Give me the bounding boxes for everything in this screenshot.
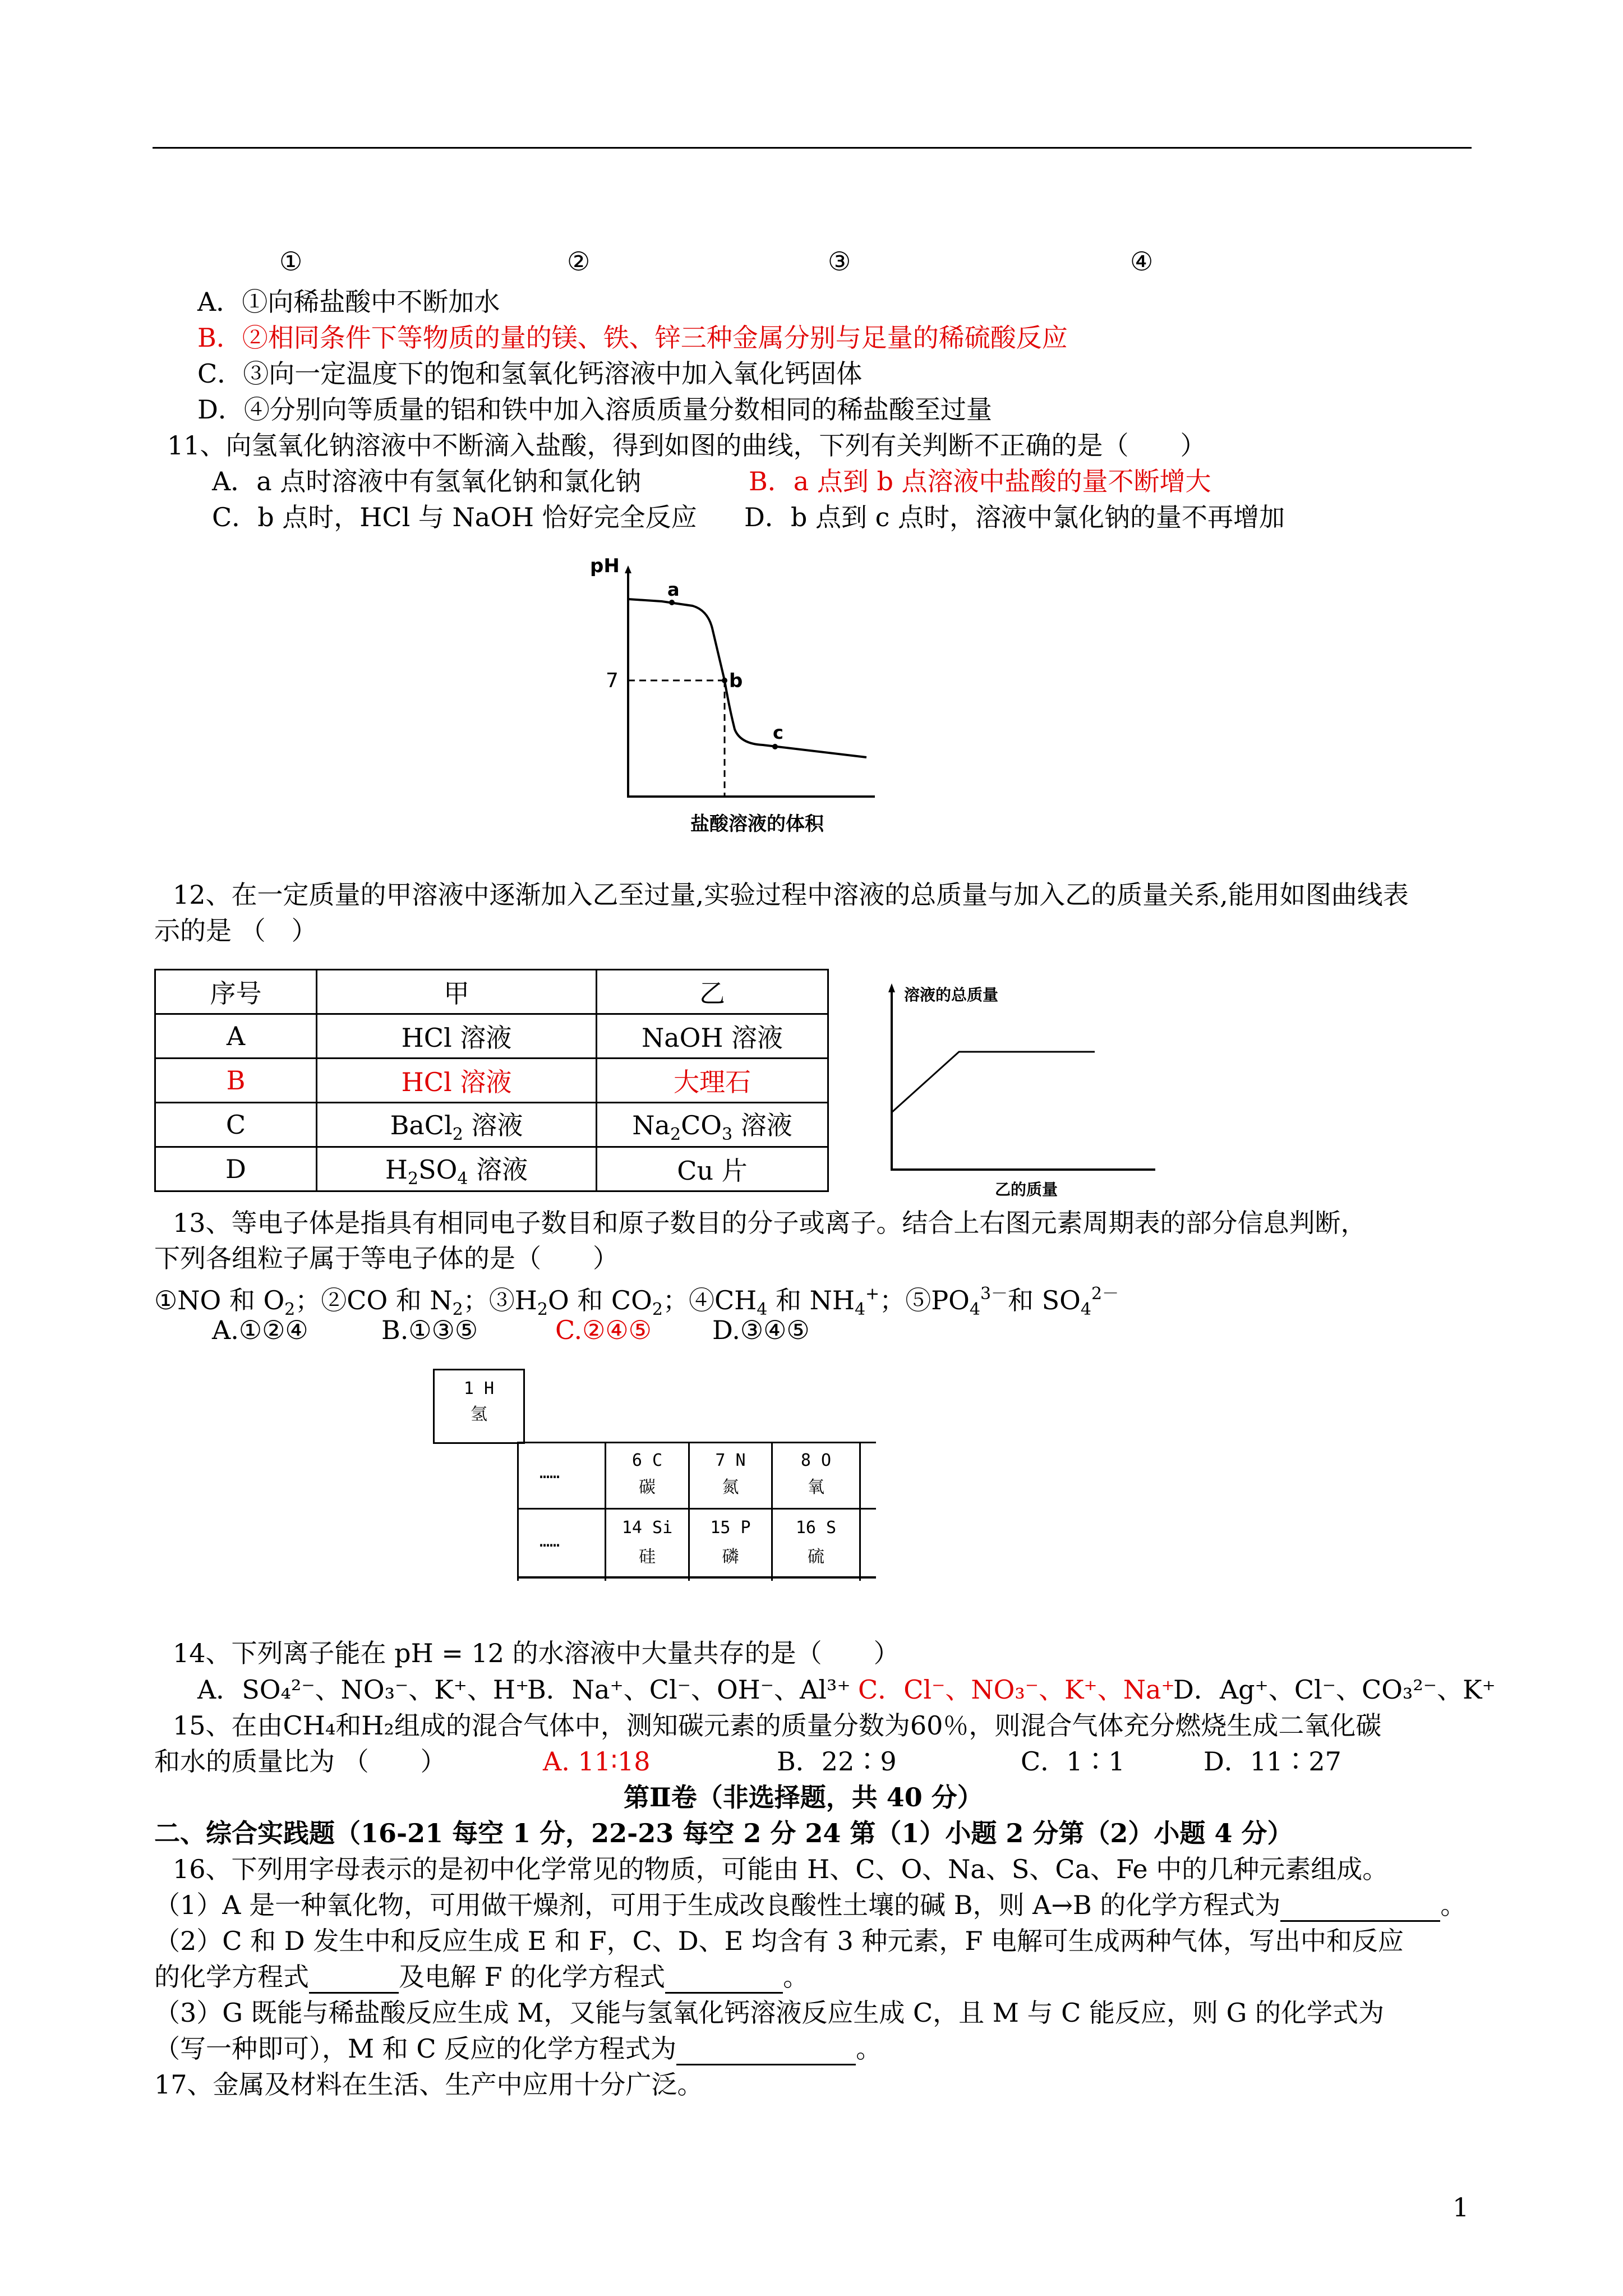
- table-cell: [317, 1147, 597, 1191]
- q14-option-c: C．Cl⁻、NO₃⁻、K⁺、Na⁺: [858, 1674, 1175, 1705]
- answer-blank[interactable]: [309, 1967, 399, 1994]
- q10-option-d: D．④分别向等质量的铝和铁中加入溶质质量分数相同的稀盐酸至过量: [197, 394, 992, 425]
- element-number: 1 H: [463, 1379, 495, 1398]
- table-row: [155, 1147, 828, 1191]
- q14-option-b: B．Na⁺、Cl⁻、OH⁻、Al³⁺: [527, 1674, 851, 1705]
- text: 。: [1440, 1890, 1467, 1920]
- subscript: 2: [284, 1300, 296, 1319]
- table-cell: D: [155, 1147, 317, 1191]
- text: 。: [856, 2033, 882, 2064]
- dots: ……: [540, 1531, 560, 1551]
- mass-x-label: 乙的质量: [994, 1180, 1058, 1199]
- q13-option-d: D.③④⑤: [712, 1315, 810, 1345]
- q15-stem-1: 15、在由CH₄和H₂组成的混合气体中，测知碳元素的质量分数为60％，则混合气体充分燃烧生成二氧化碳: [173, 1710, 1382, 1741]
- text: 的化学方程式: [154, 1962, 309, 1992]
- table-cell: [597, 1103, 828, 1147]
- text: 及电解 F 的化学方程式: [399, 1962, 666, 1992]
- q15-option-b: B．22∶9: [777, 1746, 897, 1777]
- cell-p: [690, 1513, 771, 1572]
- element-number: 15 P: [710, 1518, 751, 1538]
- answer-blank[interactable]: [676, 2039, 856, 2065]
- point-c: [772, 744, 778, 749]
- element-name: 氧: [808, 1478, 824, 1497]
- text: ；④CH: [662, 1285, 757, 1315]
- answer-blank[interactable]: [665, 1967, 783, 1994]
- ph-chart-axes: [628, 572, 875, 797]
- table-header: 乙: [597, 970, 828, 1014]
- text: 和 SO: [1008, 1285, 1081, 1315]
- point-a: [669, 600, 675, 605]
- q15-option-d: D．11∶27: [1204, 1746, 1341, 1777]
- q13-option-c: C.②④⑤: [555, 1315, 652, 1345]
- q16-part-3b: [154, 2032, 882, 2065]
- table-header: 甲: [317, 970, 597, 1014]
- section-title: 第Ⅱ卷（非选择题，共 40 分）: [624, 1782, 983, 1812]
- cell-si: [606, 1513, 688, 1572]
- subscript: 4: [757, 1300, 768, 1319]
- cell-s: [773, 1513, 859, 1572]
- q14-stem: 14、下列离子能在 pH = 12 的水溶液中大量共存的是（ ）: [173, 1638, 900, 1668]
- mass-curve: [892, 1052, 1095, 1112]
- q12-stem-2: 示的是 （ ）: [154, 915, 317, 946]
- ph-x-axis-label: 盐酸溶液的体积: [690, 813, 824, 835]
- text: ；②CO 和 N: [295, 1285, 453, 1315]
- q10-option-a: A．①向稀盐酸中不断加水: [197, 287, 500, 317]
- cell-o: [773, 1447, 859, 1501]
- subscript: 2: [452, 1125, 463, 1144]
- q15-option-a: A. 11∶18: [543, 1746, 651, 1777]
- cell-n: [690, 1447, 771, 1501]
- table-row: [155, 1103, 828, 1147]
- q16-part-3a: （3）G 既能与稀盐酸反应生成 M，又能与氢氧化钙溶液反应生成 C，且 M 与 C 能反应，则 G 的化学式为: [154, 1998, 1384, 2028]
- subscript: 3: [721, 1125, 733, 1144]
- cell-text: 溶液: [468, 1154, 528, 1185]
- cell-text: 溶液: [732, 1110, 792, 1140]
- point-a-label: a: [667, 579, 680, 600]
- point-b-label: b: [729, 670, 743, 692]
- table-header: 序号: [155, 970, 317, 1014]
- q10-label-4: ④: [1130, 246, 1154, 277]
- text: O 和 CO: [547, 1285, 652, 1315]
- q11-option-d: D．b 点到 c 点时，溶液中氯化钠的量不再增加: [744, 502, 1285, 532]
- section-heading: 二、综合实践题（16-21 每空 1 分，22-23 每空 2 分 24 第（1）小题 2 分第（2）小题 4 分）: [154, 1818, 1293, 1848]
- page-number: 1: [1453, 2192, 1469, 2223]
- dots: ……: [540, 1463, 560, 1483]
- q16-part-2a: （2）C 和 D 发生中和反应生成 E 和 F，C、D、E 均含有 3 种元素，F 电解可生成两种气体，写出中和反应: [154, 1926, 1404, 1956]
- header-rule: [153, 147, 1472, 149]
- text: ①NO 和 O: [154, 1285, 285, 1315]
- cell-text: Na: [632, 1110, 670, 1140]
- q16-stem: 16、下列用字母表示的是初中化学常见的物质，可能由 H、C、O、Na、S、Ca、Fe 中的几种元素组成。: [173, 1854, 1389, 1884]
- table-cell: [317, 1103, 597, 1147]
- subscript: 2: [537, 1300, 548, 1319]
- text: （写一种即可），M 和 C 反应的化学方程式为: [154, 2033, 677, 2064]
- text: 和 NH: [767, 1285, 855, 1315]
- element-number: 14 Si: [621, 1518, 673, 1538]
- subscript: 2: [670, 1125, 681, 1144]
- q13-stem-1: 13、等电子体是指具有相同电子数目和原子数目的分子或离子。结合上右图元素周期表的部分信息判断，: [173, 1208, 1367, 1238]
- mass-y-label: 溶液的总质量: [904, 986, 999, 1004]
- q11-option-a: A．a 点时溶液中有氢氧化钠和氯化钠: [212, 466, 642, 496]
- element-name: 碳: [639, 1478, 656, 1497]
- ph-chart: [578, 539, 948, 841]
- element-name: 氢: [471, 1405, 487, 1424]
- q13-option-b: B.①③⑤: [381, 1315, 478, 1345]
- text: ；③H: [463, 1285, 537, 1315]
- answer-blank[interactable]: [1280, 1895, 1440, 1922]
- ph-curve: [628, 599, 866, 757]
- element-name: 磷: [722, 1547, 739, 1567]
- table-cell: B: [155, 1059, 317, 1103]
- ph-axis-label: pH: [590, 555, 620, 577]
- q13-stem-2: 下列各组粒子属于等电子体的是（ ）: [154, 1243, 619, 1273]
- q14-option-a: A．SO₄²⁻、NO₃⁻、K⁺、H⁺: [197, 1674, 529, 1705]
- y-axis-arrow: [625, 565, 631, 573]
- q15-stem-2: 和水的质量比为 （ ）: [154, 1746, 446, 1777]
- table-cell: NaOH 溶液: [597, 1014, 828, 1059]
- table-row: [155, 970, 828, 1014]
- mass-chart: [875, 979, 1189, 1203]
- subscript: 2: [408, 1169, 419, 1189]
- ph7-tick-label: 7: [606, 669, 619, 692]
- text: （1）A 是一种氧化物，可用做干燥剂，可用于生成改良酸性土壤的碱 B，则 A→B 的化学方程式为: [154, 1890, 1281, 1920]
- q10-option-b: B．②相同条件下等物质的量的镁、铁、锌三种金属分别与足量的稀硫酸反应: [197, 323, 1068, 353]
- q14-option-d: D．Ag⁺、Cl⁻、CO₃²⁻、K⁺: [1173, 1674, 1496, 1705]
- periodic-table-fragment: [433, 1369, 882, 1582]
- cell-c: [606, 1447, 688, 1501]
- point-b: [722, 678, 727, 683]
- table-cell: HCl 溶液: [317, 1059, 597, 1103]
- q16-part-2b: [154, 1960, 809, 1994]
- cell-text: SO: [418, 1154, 458, 1185]
- table-cell: A: [155, 1014, 317, 1059]
- cell-text: 溶液: [463, 1110, 523, 1140]
- q12-stem-1: 12、在一定质量的甲溶液中逐渐加入乙至过量,实验过程中溶液的总质量与加入乙的质量关系,能用如图曲线表: [173, 880, 1409, 910]
- cell-text: H: [385, 1154, 408, 1185]
- superscript: +: [865, 1284, 880, 1304]
- q11-option-c: C．b 点时，HCl 与 NaOH 恰好完全反应: [212, 502, 697, 532]
- cell-text: CO: [681, 1110, 722, 1140]
- point-c-label: c: [773, 722, 783, 743]
- subscript: 2: [452, 1300, 463, 1319]
- text: ；⑤PO: [879, 1285, 970, 1315]
- element-name: 硅: [639, 1547, 656, 1567]
- cell-h: [433, 1369, 525, 1444]
- q10-option-c: C．③向一定温度下的饱和氢氧化钙溶液中加入氧化钙固体: [197, 358, 863, 389]
- q16-part-1: [154, 1888, 1466, 1922]
- text: 。: [783, 1962, 809, 1992]
- q10-label-2: ②: [567, 246, 591, 277]
- subscript: 2: [652, 1300, 663, 1319]
- element-name: 硫: [808, 1547, 824, 1567]
- q11-option-b: B．a 点到 b 点溶液中盐酸的量不断增大: [749, 466, 1211, 496]
- cell-text: BaCl: [390, 1110, 453, 1140]
- element-number: 7 N: [715, 1451, 746, 1470]
- element-number: 16 S: [795, 1518, 837, 1538]
- q10-label-3: ③: [828, 246, 851, 277]
- subscript: 4: [854, 1300, 866, 1319]
- q11-stem: 11、向氢氧化钠溶液中不断滴入盐酸，得到如图的曲线，下列有关判断不正确的是（ ）: [167, 430, 1206, 461]
- q10-label-1: ①: [279, 246, 303, 277]
- table-cell: C: [155, 1103, 317, 1147]
- table-cell: Cu 片: [597, 1147, 828, 1191]
- subscript: 4: [1080, 1300, 1091, 1319]
- table-row: [155, 1059, 828, 1103]
- element-number: 8 O: [800, 1451, 832, 1470]
- superscript: 3－: [980, 1284, 1008, 1304]
- y-axis-arrow: [888, 983, 895, 992]
- table-row: [155, 1014, 828, 1059]
- table-cell: HCl 溶液: [317, 1014, 597, 1059]
- superscript: 2－: [1091, 1284, 1119, 1304]
- subscript: 4: [969, 1300, 980, 1319]
- subscript: 4: [457, 1169, 468, 1189]
- table-cell: 大理石: [597, 1059, 828, 1103]
- mass-chart-axes: [892, 990, 1155, 1170]
- q13-option-a: A.①②④: [212, 1315, 308, 1345]
- q15-option-c: C．1∶1: [1021, 1746, 1125, 1777]
- element-number: 6 C: [631, 1451, 663, 1470]
- element-name: 氮: [722, 1478, 739, 1497]
- q12-table: [154, 969, 829, 1192]
- q17-stem: 17、金属及材料在生活、生产中应用十分广泛。: [154, 2069, 703, 2100]
